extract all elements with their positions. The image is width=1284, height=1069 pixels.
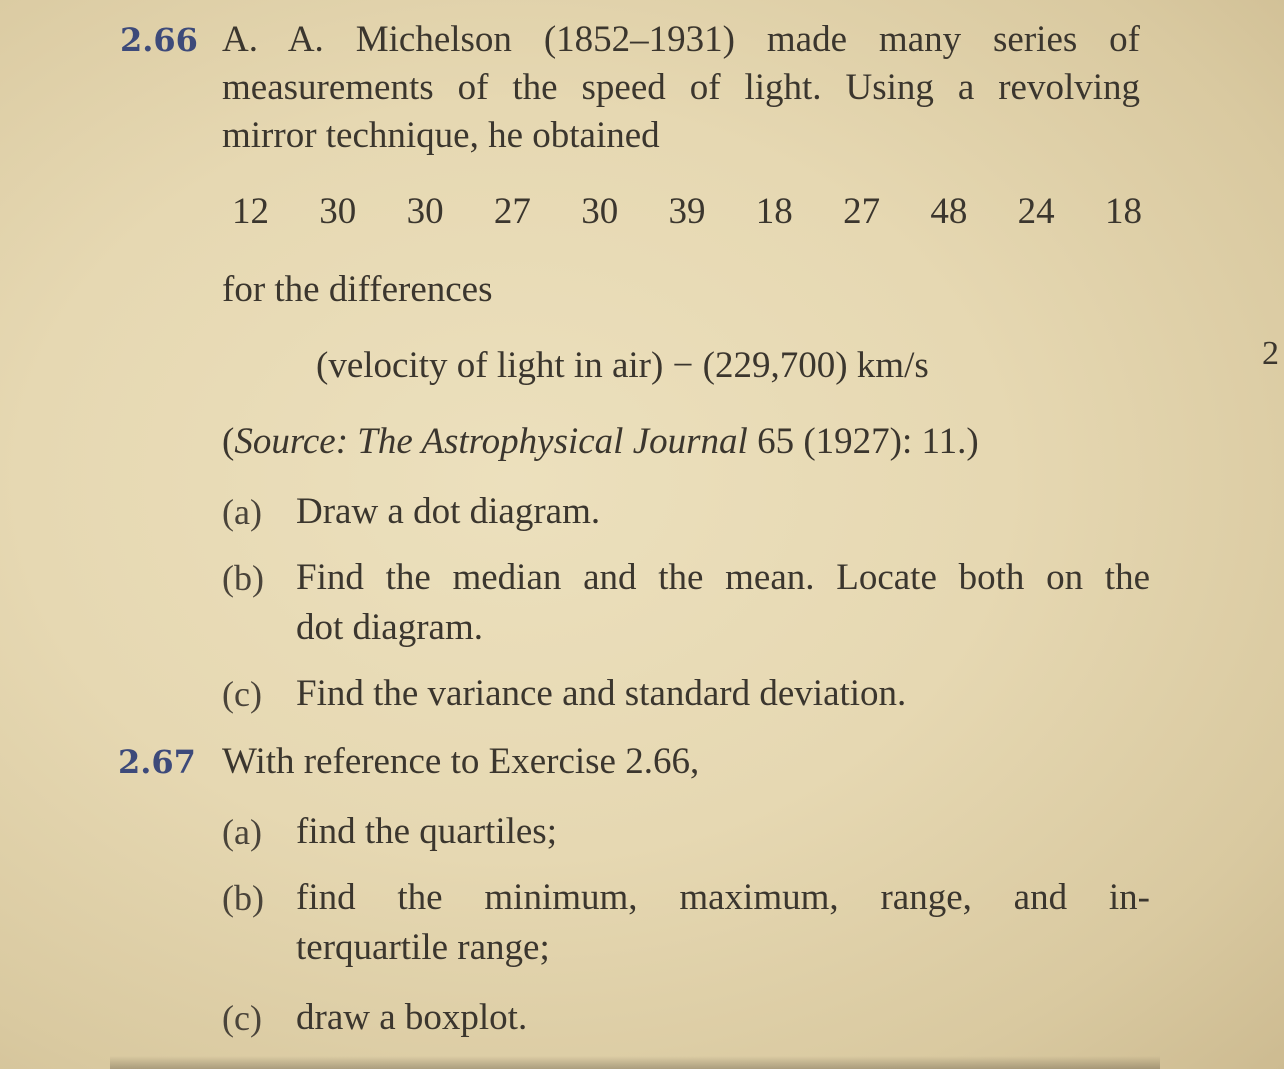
part-b-text-line-1: Find the median and the mean. Locate both on the: [296, 557, 1150, 598]
part-label-a: (a): [222, 812, 262, 852]
source-open-paren: (: [222, 421, 235, 462]
measurement-value: 30: [319, 191, 357, 232]
part-c-text: draw a boxplot.: [296, 997, 528, 1038]
part-a-text: find the quartiles;: [296, 811, 557, 852]
measurement-value: 30: [406, 191, 444, 232]
part-b-text-line-1: find the minimum, maximum, range, and in-: [296, 877, 1150, 918]
measurement-value: 48: [930, 191, 968, 232]
exercise-number-2-66: 2.66: [120, 21, 198, 59]
measurement-value: 18: [1104, 191, 1142, 232]
source-citation: [222, 420, 979, 464]
exercise-number-2-67: 2.67: [118, 743, 196, 781]
source-volume-year: 65 (1927): 11.): [747, 421, 979, 462]
exercise-2-67-intro: With reference to Exercise 2.66,: [222, 741, 700, 782]
measurement-value: 24: [1017, 191, 1055, 232]
measurement-value: 30: [581, 191, 619, 232]
part-b-text-line-2: terquartile range;: [296, 927, 550, 968]
measurement-value: 27: [493, 191, 531, 232]
measurement-value: 39: [668, 191, 706, 232]
part-b-text-line-2: dot diagram.: [296, 607, 484, 648]
exercise-2-66-intro-line-1: A. A. Michelson (1852–1931) made many series of: [222, 19, 1140, 60]
part-label-c: (c): [222, 674, 262, 714]
margin-page-fragment: 2: [1262, 335, 1279, 372]
part-label-a: (a): [222, 492, 262, 532]
part-label-b: (b): [222, 878, 264, 918]
measurement-value: 18: [755, 191, 793, 232]
part-label-c: (c): [222, 998, 262, 1038]
difference-formula: (velocity of light in air) − (229,700) km/s: [316, 345, 929, 386]
next-line-cutoff-shadow: [110, 1056, 1160, 1069]
measurement-values-row: [232, 190, 1142, 234]
exercise-2-66-intro-line-3: mirror technique, he obtained: [222, 115, 660, 156]
exercise-2-66-intro-line-2: measurements of the speed of light. Using a revolving: [222, 67, 1140, 108]
measurement-value: 12: [232, 191, 269, 232]
part-label-b: (b): [222, 558, 264, 598]
source-journal-italic: Source: The Astrophysical Journal: [234, 421, 748, 462]
part-a-text: Draw a dot diagram.: [296, 491, 601, 532]
part-c-text: Find the variance and standard deviation.: [296, 673, 907, 714]
for-the-differences-text: for the differences: [222, 269, 493, 310]
measurement-value: 27: [843, 191, 881, 232]
